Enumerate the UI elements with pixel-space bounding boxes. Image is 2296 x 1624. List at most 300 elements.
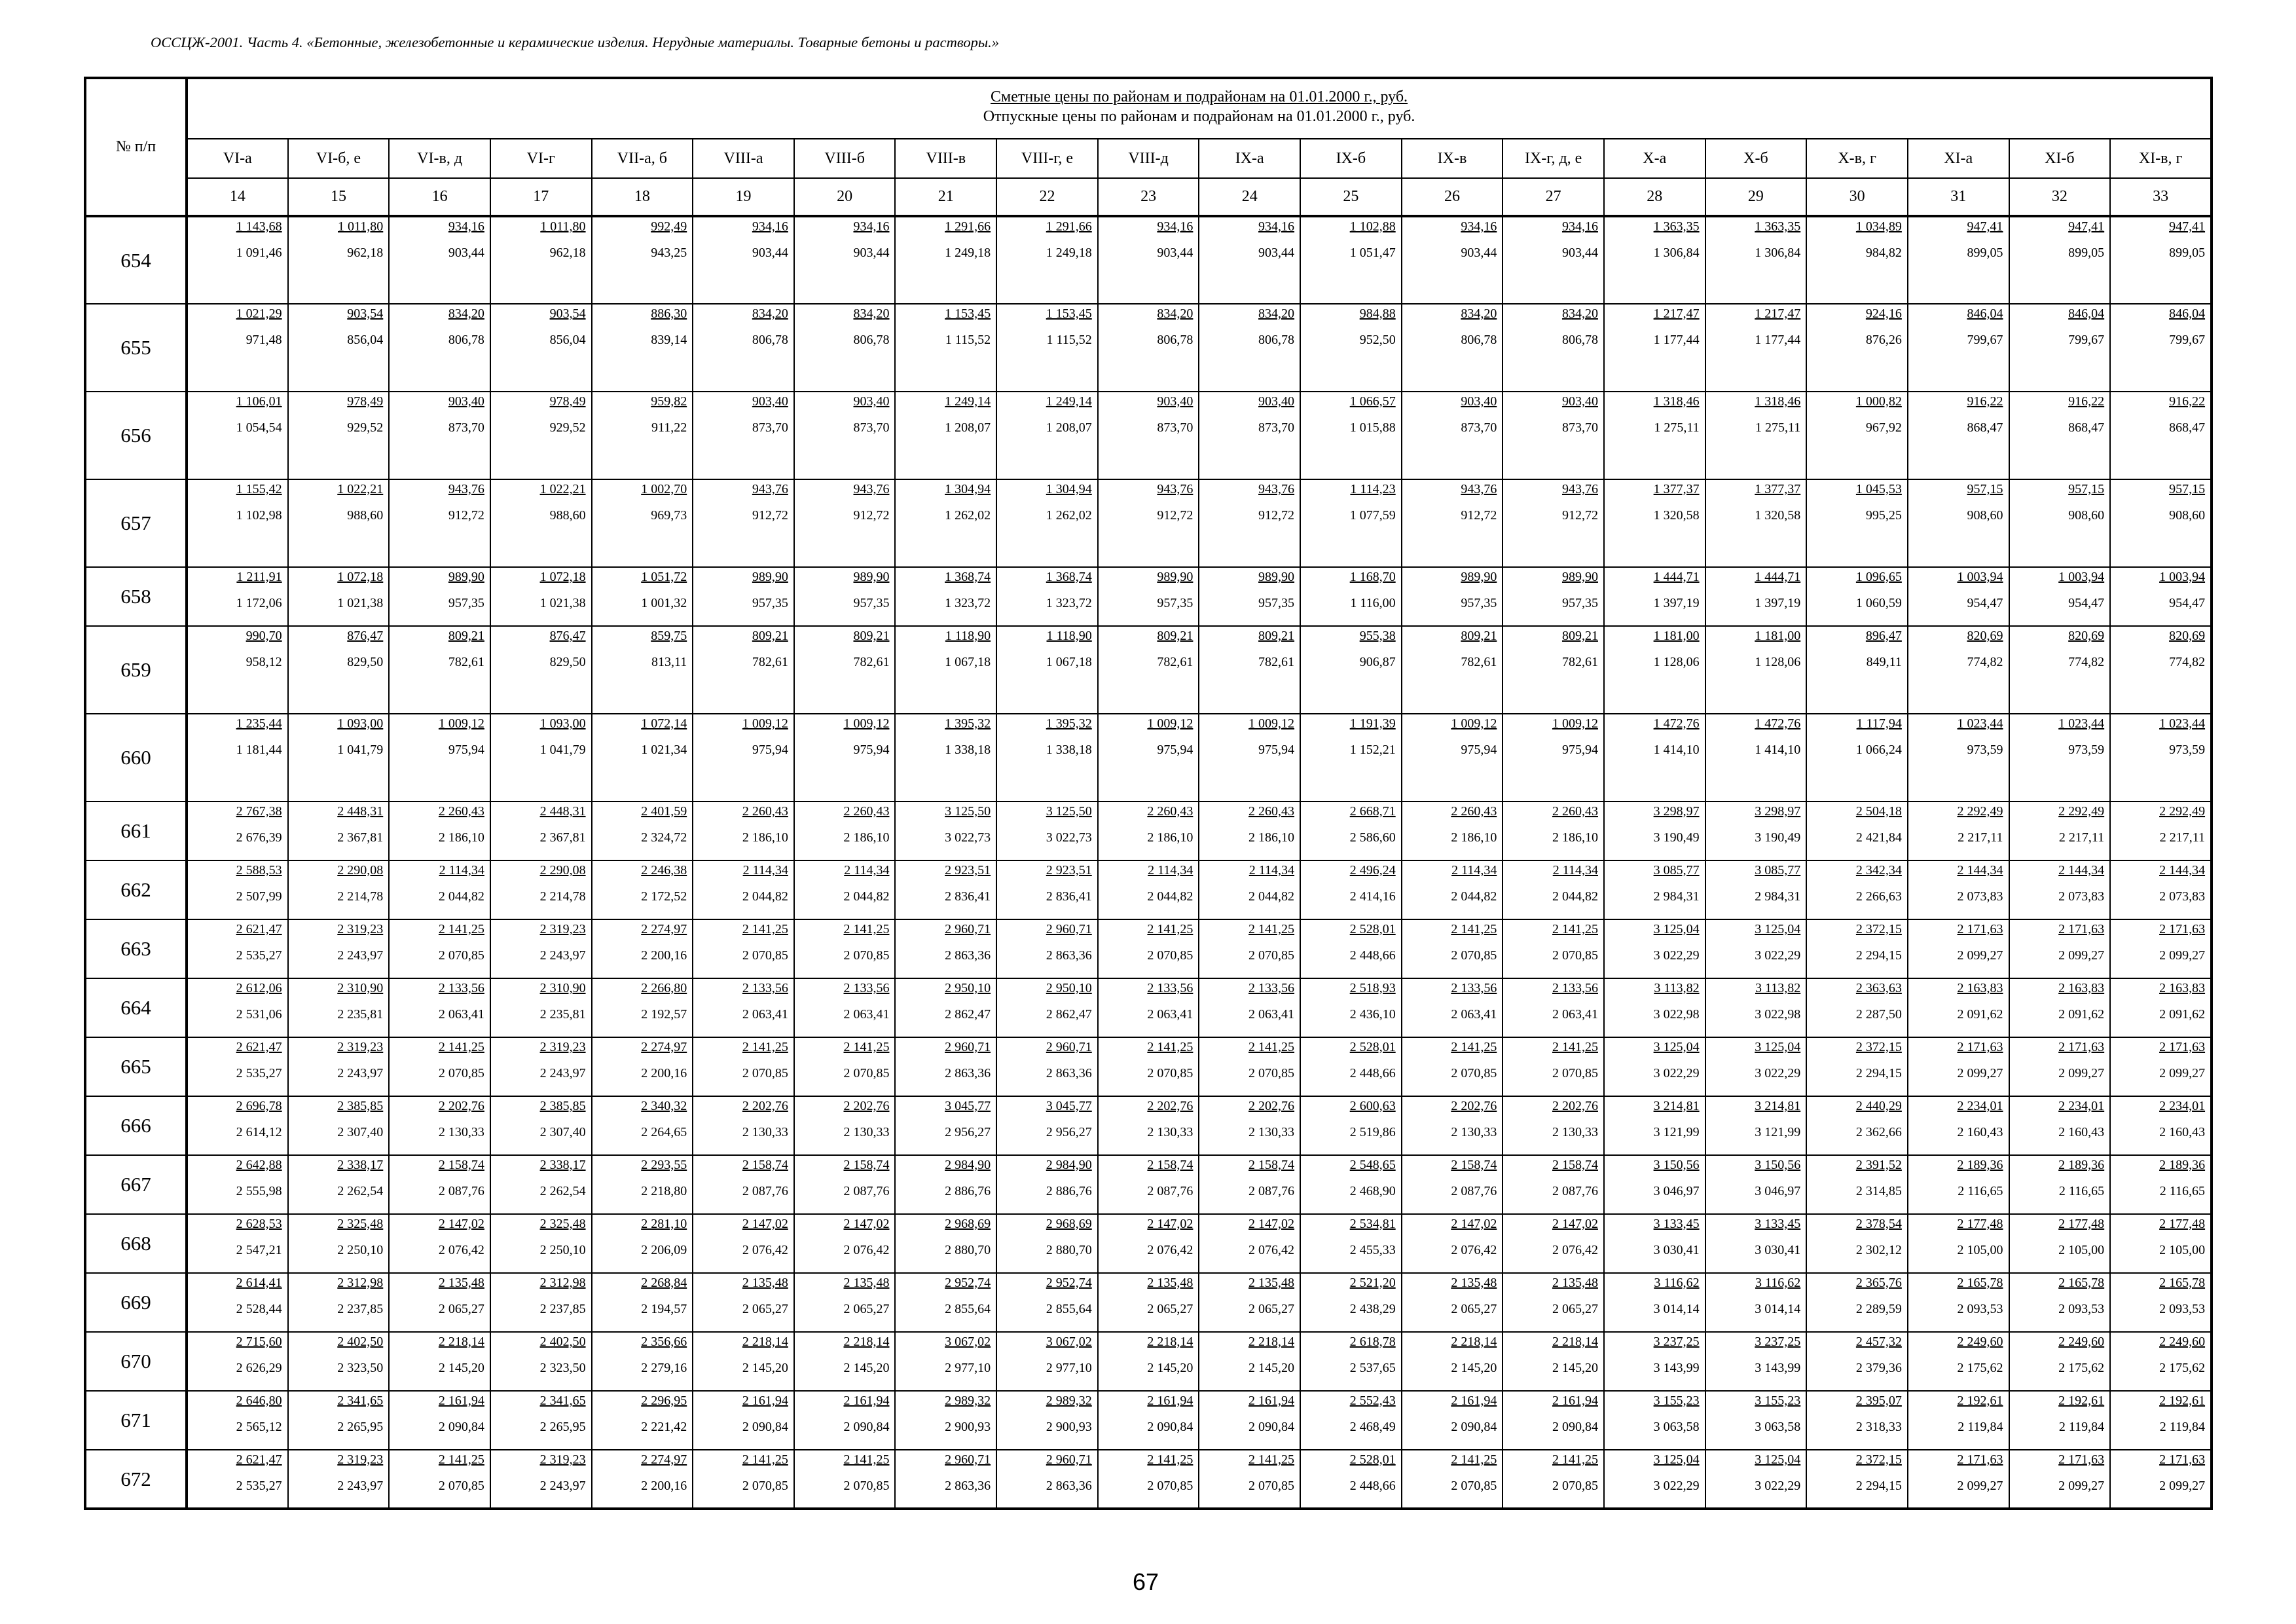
row-number: 667 (85, 1155, 187, 1214)
price-cell (288, 1155, 390, 1214)
price-cell (1806, 392, 1908, 479)
estimate-price: 2 133,56 (1451, 981, 1497, 995)
price-cell (389, 626, 490, 714)
price-cell (693, 802, 794, 860)
release-price: 2 266,63 (1855, 889, 1902, 904)
release-price: 1 320,58 (1755, 508, 1801, 523)
release-price: 912,72 (1157, 508, 1194, 523)
price-cell (1199, 392, 1300, 479)
row-number: 660 (85, 714, 187, 802)
estimate-price: 2 144,34 (2159, 863, 2206, 877)
estimate-price: 903,40 (448, 394, 484, 409)
release-price: 2 099,27 (2058, 1479, 2105, 1493)
price-cell (996, 1273, 1098, 1332)
release-price: 2 090,84 (438, 1420, 484, 1434)
price-cell (1402, 1214, 1503, 1273)
price-cell (1503, 1096, 1604, 1155)
table-row (85, 1214, 2212, 1273)
row-number: 672 (85, 1450, 187, 1509)
release-price: 2 323,50 (539, 1361, 586, 1375)
release-price: 957,35 (853, 596, 890, 610)
estimate-price: 2 528,01 (1349, 922, 1396, 936)
release-price: 2 145,20 (1552, 1361, 1598, 1375)
estimate-price: 2 141,25 (1552, 1040, 1598, 1054)
price-cell (1300, 1155, 1402, 1214)
release-price: 1 152,21 (1349, 743, 1396, 757)
estimate-price: 2 391,52 (1855, 1158, 1902, 1172)
release-price: 958,12 (246, 655, 282, 669)
estimate-price: 2 161,94 (1552, 1393, 1598, 1408)
price-cell (490, 1037, 592, 1096)
price-cell (2110, 1391, 2212, 1450)
estimate-price: 2 385,85 (337, 1099, 384, 1113)
price-cell (794, 919, 896, 978)
estimate-price: 2 767,38 (236, 804, 282, 819)
table-row (85, 216, 2212, 304)
estimate-price: 2 114,34 (1552, 863, 1598, 877)
release-price: 1 323,72 (1046, 596, 1092, 610)
release-price: 1 021,34 (641, 743, 687, 757)
table-row (85, 1273, 2212, 1332)
estimate-price: 1 395,32 (1046, 716, 1092, 731)
release-price: 2 065,27 (1147, 1302, 1194, 1316)
release-price: 903,44 (853, 246, 890, 260)
release-price: 984,82 (1865, 246, 1902, 260)
estimate-price: 1 106,01 (236, 394, 282, 409)
price-cell (1098, 860, 1199, 919)
price-cell (592, 304, 693, 392)
release-price: 957,35 (1258, 596, 1295, 610)
estimate-price: 2 290,08 (337, 863, 384, 877)
estimate-price: 1 022,21 (539, 482, 586, 496)
price-cell (592, 216, 693, 304)
release-price: 962,18 (549, 246, 586, 260)
estimate-price: 1 066,57 (1349, 394, 1396, 409)
release-price: 1 115,52 (1046, 333, 1092, 347)
price-cell (1503, 978, 1604, 1037)
estimate-price: 1 034,89 (1855, 219, 1902, 234)
estimate-price: 2 141,25 (438, 1452, 484, 1467)
release-price: 2 099,27 (2159, 1066, 2206, 1080)
release-price: 2 070,85 (742, 1479, 788, 1493)
price-cell (1199, 1450, 1300, 1509)
estimate-price: 2 600,63 (1349, 1099, 1396, 1113)
estimate-price: 820,69 (2068, 629, 2105, 643)
price-cell (187, 1332, 288, 1391)
price-cell (1604, 802, 1705, 860)
table-title (187, 78, 2212, 139)
price-cell (1402, 1155, 1503, 1214)
estimate-price: 1 191,39 (1349, 716, 1396, 731)
estimate-price: 1 009,12 (742, 716, 788, 731)
release-price: 873,70 (1258, 420, 1295, 435)
estimate-price: 2 114,34 (439, 863, 484, 877)
estimate-price: 3 298,97 (1755, 804, 1801, 819)
price-cell (1604, 304, 1705, 392)
estimate-price: 943,76 (853, 482, 890, 496)
estimate-price: 903,40 (1461, 394, 1497, 409)
release-price: 903,44 (1561, 246, 1598, 260)
release-price: 2 214,78 (539, 889, 586, 904)
release-price: 929,52 (347, 420, 384, 435)
price-cell (1908, 1096, 2009, 1155)
estimate-price: 947,41 (1967, 219, 2003, 234)
estimate-price: 2 274,97 (641, 922, 687, 936)
column-header-name: X-б (1705, 139, 1807, 178)
release-price: 1 249,18 (1046, 246, 1092, 260)
price-cell (693, 626, 794, 714)
estimate-price: 984,88 (1359, 306, 1396, 321)
estimate-price: 1 368,74 (945, 570, 991, 584)
release-price: 973,59 (2169, 743, 2206, 757)
price-cell (389, 479, 490, 567)
column-header-number: 16 (389, 178, 490, 216)
estimate-price: 2 281,10 (641, 1217, 687, 1231)
release-price: 2 243,97 (337, 1066, 384, 1080)
release-price: 2 130,33 (843, 1125, 890, 1139)
estimate-price: 1 181,00 (1755, 629, 1801, 643)
release-price: 1 060,59 (1855, 596, 1902, 610)
release-price: 1 275,11 (1755, 420, 1801, 435)
release-price: 2 279,16 (641, 1361, 687, 1375)
price-cell (794, 1450, 896, 1509)
estimate-price: 903,40 (1157, 394, 1194, 409)
price-cell (490, 626, 592, 714)
price-cell (895, 919, 996, 978)
release-price: 2 070,85 (1147, 948, 1194, 963)
estimate-price: 947,41 (2068, 219, 2105, 234)
release-price: 2 265,95 (539, 1420, 586, 1434)
estimate-price: 846,04 (2068, 306, 2105, 321)
release-price: 2 099,27 (2058, 948, 2105, 963)
estimate-price: 2 141,25 (1248, 922, 1295, 936)
release-price: 2 063,41 (438, 1007, 484, 1022)
price-cell (1300, 1273, 1402, 1332)
price-cell (1806, 216, 1908, 304)
release-price: 3 143,99 (1755, 1361, 1801, 1375)
release-price: 1 021,38 (539, 596, 586, 610)
release-price: 856,04 (549, 333, 586, 347)
release-price: 2 448,66 (1349, 948, 1396, 963)
price-cell (794, 1155, 896, 1214)
estimate-price: 989,90 (1157, 570, 1194, 584)
price-cell (187, 567, 288, 626)
estimate-price: 2 319,23 (539, 1040, 586, 1054)
release-price: 1 397,19 (1653, 596, 1700, 610)
row-number: 671 (85, 1391, 187, 1450)
estimate-price: 2 202,76 (1248, 1099, 1295, 1113)
estimate-price: 2 218,14 (843, 1335, 890, 1349)
price-cell (1098, 919, 1199, 978)
release-price: 2 105,00 (2159, 1243, 2206, 1257)
release-price: 2 065,27 (1552, 1302, 1598, 1316)
release-price: 1 397,19 (1755, 596, 1801, 610)
price-cell (1604, 919, 1705, 978)
estimate-price: 2 319,23 (337, 1452, 384, 1467)
release-price: 2 076,42 (1552, 1243, 1598, 1257)
price-cell (996, 479, 1098, 567)
release-price: 2 200,16 (641, 1479, 687, 1493)
release-price: 782,61 (1157, 655, 1194, 669)
price-cell (996, 1332, 1098, 1391)
estimate-price: 3 125,04 (1653, 922, 1700, 936)
price-cell (794, 392, 896, 479)
release-price: 2 200,16 (641, 948, 687, 963)
estimate-price: 2 274,97 (641, 1452, 687, 1467)
estimate-price: 2 171,63 (1957, 922, 2003, 936)
release-price: 1 262,02 (945, 508, 991, 523)
release-price: 903,44 (1258, 246, 1295, 260)
estimate-price: 2 171,63 (2159, 1040, 2206, 1054)
estimate-price: 2 338,17 (539, 1158, 586, 1172)
price-cell (490, 567, 592, 626)
estimate-price: 1 211,91 (236, 570, 282, 584)
release-price: 2 044,82 (843, 889, 890, 904)
price-cell (1300, 1096, 1402, 1155)
release-price: 2 063,41 (742, 1007, 788, 1022)
price-cell (1705, 1273, 1807, 1332)
price-cell (1908, 1037, 2009, 1096)
price-cell (1806, 567, 1908, 626)
estimate-price: 896,47 (1865, 629, 1902, 643)
table-row (85, 304, 2212, 392)
price-cell (490, 1096, 592, 1155)
table-row (85, 860, 2212, 919)
price-cell (1806, 802, 1908, 860)
price-cell (895, 216, 996, 304)
estimate-price: 989,90 (1258, 570, 1295, 584)
estimate-price: 2 141,25 (438, 922, 484, 936)
estimate-price: 2 325,48 (337, 1217, 384, 1231)
estimate-price: 2 960,71 (945, 922, 991, 936)
release-price: 3 121,99 (1755, 1125, 1801, 1139)
price-cell (1908, 567, 2009, 626)
release-price: 2 880,70 (1046, 1243, 1092, 1257)
price-cell (1604, 216, 1705, 304)
price-cell (2009, 714, 2111, 802)
release-price: 2 090,84 (1451, 1420, 1497, 1434)
estimate-price: 2 141,25 (742, 922, 788, 936)
estimate-price: 1 009,12 (438, 716, 484, 731)
release-price: 873,70 (1157, 420, 1194, 435)
price-cell (996, 567, 1098, 626)
release-price: 1 208,07 (1046, 420, 1092, 435)
price-cell (187, 1273, 288, 1332)
price-cell (1199, 802, 1300, 860)
price-cell (1300, 1391, 1402, 1450)
price-cell (895, 1450, 996, 1509)
release-price: 2 090,84 (1147, 1420, 1194, 1434)
price-cell (592, 1450, 693, 1509)
estimate-price: 943,76 (752, 482, 788, 496)
estimate-price: 2 202,76 (843, 1099, 890, 1113)
estimate-price: 834,20 (853, 306, 890, 321)
release-price: 957,35 (752, 596, 788, 610)
release-price: 2 614,12 (236, 1125, 282, 1139)
price-cell (1908, 1391, 2009, 1450)
column-header-number: 23 (1098, 178, 1199, 216)
price-cell (1604, 978, 1705, 1037)
estimate-price: 3 155,23 (1755, 1393, 1801, 1408)
price-cell (1705, 714, 1807, 802)
column-header-number: 20 (794, 178, 896, 216)
estimate-price: 2 158,74 (1552, 1158, 1598, 1172)
estimate-price: 2 202,76 (1451, 1099, 1497, 1113)
price-cell (2009, 860, 2111, 919)
release-price: 829,50 (549, 655, 586, 669)
estimate-price: 1 009,12 (1451, 716, 1497, 731)
estimate-price: 1 395,32 (945, 716, 991, 731)
estimate-price: 934,16 (1461, 219, 1497, 234)
release-price: 1 181,44 (236, 743, 282, 757)
release-price: 903,44 (1461, 246, 1497, 260)
estimate-price: 957,15 (2169, 482, 2206, 496)
release-price: 774,82 (1967, 655, 2003, 669)
estimate-price: 2 133,56 (742, 981, 788, 995)
price-cell (693, 1155, 794, 1214)
price-cell (1908, 479, 2009, 567)
estimate-price: 2 440,29 (1855, 1099, 1902, 1113)
release-price: 2 093,53 (1957, 1302, 2003, 1316)
release-price: 2 070,85 (1451, 1479, 1497, 1493)
price-cell (187, 978, 288, 1037)
price-cell (1604, 1214, 1705, 1273)
estimate-price: 2 646,80 (236, 1393, 282, 1408)
price-cell (187, 216, 288, 304)
price-cell (693, 392, 794, 479)
price-cell (895, 626, 996, 714)
estimate-price: 2 141,25 (1451, 1452, 1497, 1467)
release-price: 873,70 (752, 420, 788, 435)
estimate-price: 990,70 (246, 629, 282, 643)
price-cell (1806, 1332, 1908, 1391)
price-cell (1604, 714, 1705, 802)
price-cell (288, 216, 390, 304)
price-cell (592, 626, 693, 714)
release-price: 2 160,43 (1957, 1125, 2003, 1139)
release-price: 962,18 (347, 246, 384, 260)
estimate-price: 2 325,48 (539, 1217, 586, 1231)
table-row (85, 1450, 2212, 1509)
estimate-price: 2 960,71 (945, 1452, 991, 1467)
release-price: 2 130,33 (1248, 1125, 1295, 1139)
price-cell (1199, 626, 1300, 714)
price-cell (895, 860, 996, 919)
price-cell (490, 919, 592, 978)
price-cell (895, 1155, 996, 1214)
estimate-price: 2 528,01 (1349, 1452, 1396, 1467)
estimate-price: 2 158,74 (1147, 1158, 1194, 1172)
estimate-price: 2 114,34 (1248, 863, 1295, 877)
price-cell (1300, 626, 1402, 714)
release-price: 2 265,95 (337, 1420, 384, 1434)
release-price: 3 022,29 (1755, 948, 1801, 963)
estimate-price: 2 218,14 (438, 1335, 484, 1349)
table-row (85, 802, 2212, 860)
release-price: 2 565,12 (236, 1420, 282, 1434)
price-cell (2009, 1332, 2111, 1391)
estimate-price: 2 496,24 (1349, 863, 1396, 877)
price-cell (592, 714, 693, 802)
release-price: 2 448,66 (1349, 1479, 1396, 1493)
release-price: 2 186,10 (742, 830, 788, 845)
release-price: 2 448,66 (1349, 1066, 1396, 1080)
price-cell (1199, 1391, 1300, 1450)
estimate-price: 2 141,25 (1552, 1452, 1598, 1467)
row-number: 654 (85, 216, 187, 304)
estimate-price: 1 045,53 (1855, 482, 1902, 496)
estimate-price: 1 000,82 (1855, 394, 1902, 409)
release-price: 1 015,88 (1349, 420, 1396, 435)
price-cell (1503, 1037, 1604, 1096)
estimate-price: 2 171,63 (2159, 1452, 2206, 1467)
release-price: 774,82 (2068, 655, 2105, 669)
estimate-price: 989,90 (853, 570, 890, 584)
price-cell (2110, 479, 2212, 567)
estimate-price: 2 141,25 (843, 1040, 890, 1054)
estimate-price: 1 291,66 (945, 219, 991, 234)
estimate-price: 809,21 (1561, 629, 1598, 643)
price-cell (2110, 1214, 2212, 1273)
release-price: 2 087,76 (1451, 1184, 1497, 1198)
price-cell (1806, 714, 1908, 802)
price-cell (1604, 392, 1705, 479)
estimate-price: 2 141,25 (742, 1452, 788, 1467)
estimate-price: 2 133,56 (438, 981, 484, 995)
estimate-price: 834,20 (752, 306, 788, 321)
release-price: 2 977,10 (1046, 1361, 1092, 1375)
price-cell (794, 1273, 896, 1332)
price-cell (1604, 1450, 1705, 1509)
price-cell (895, 1096, 996, 1155)
release-price: 2 070,85 (1248, 948, 1295, 963)
release-price: 975,94 (448, 743, 484, 757)
release-price: 2 070,85 (1451, 1066, 1497, 1080)
price-cell (1908, 802, 2009, 860)
column-header-name: VI-б, е (288, 139, 390, 178)
estimate-price: 992,49 (651, 219, 687, 234)
estimate-price: 2 147,02 (1248, 1217, 1295, 1231)
price-cell (2009, 626, 2111, 714)
estimate-price: 934,16 (1157, 219, 1194, 234)
price-cell (1806, 304, 1908, 392)
column-header-number: 17 (490, 178, 592, 216)
price-cell (1300, 1332, 1402, 1391)
estimate-price: 3 116,62 (1654, 1276, 1700, 1290)
release-price: 873,70 (853, 420, 890, 435)
estimate-price: 1 304,94 (945, 482, 991, 496)
price-cell (996, 1391, 1098, 1450)
price-cell (693, 1214, 794, 1273)
price-cell (693, 1391, 794, 1450)
estimate-price: 3 067,02 (1046, 1335, 1092, 1349)
estimate-price: 2 266,80 (641, 981, 687, 995)
price-cell (490, 392, 592, 479)
estimate-price: 2 696,78 (236, 1099, 282, 1113)
price-cell (1402, 392, 1503, 479)
row-number: 659 (85, 626, 187, 714)
estimate-price: 1 096,65 (1855, 570, 1902, 584)
estimate-price: 809,21 (1461, 629, 1497, 643)
estimate-price: 3 113,82 (1654, 981, 1700, 995)
estimate-price: 2 260,43 (438, 804, 484, 819)
release-price: 973,59 (2068, 743, 2105, 757)
price-cell (895, 1214, 996, 1273)
price-cell (288, 860, 390, 919)
release-price: 1 320,58 (1653, 508, 1700, 523)
release-price: 873,70 (1461, 420, 1497, 435)
estimate-price: 2 952,74 (945, 1276, 991, 1290)
